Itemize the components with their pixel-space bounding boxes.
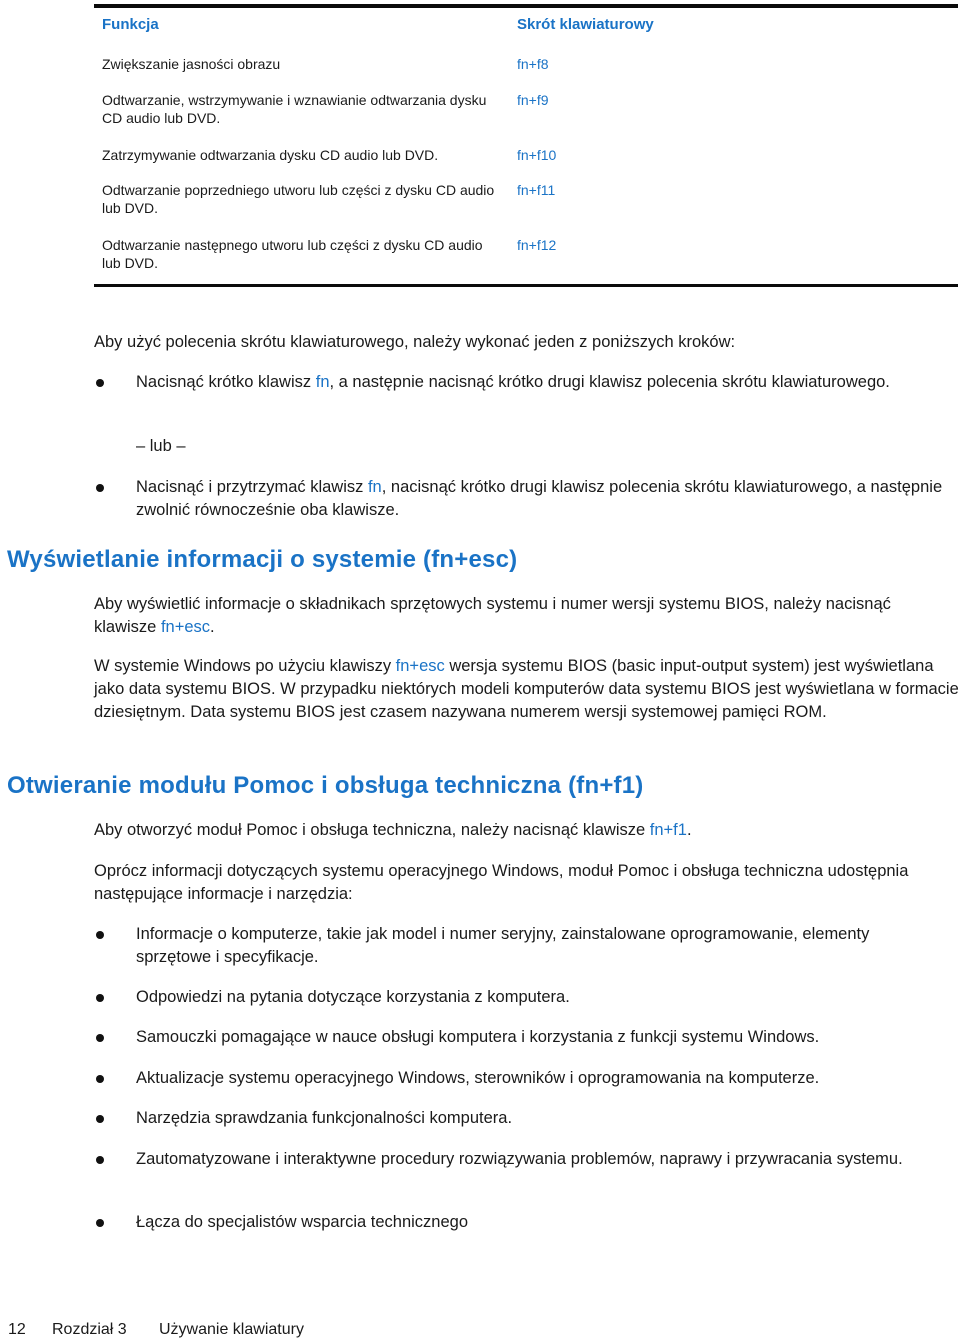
key-text: fn+esc	[160, 618, 211, 636]
list-item: Samouczki pomagające w nauce obsługi komputera i korzystania z funkcji systemu Windows.	[136, 1028, 820, 1046]
table-header-function: Funkcja	[102, 16, 159, 33]
table-row-function: Zatrzymywanie odtwarzania dysku CD audio lub DVD.	[102, 147, 439, 163]
step-item: Nacisnąć i przytrzymać klawisz fn, nacisnąć krótko drugi klawisz polecenia skrótu klawiaturowego, a następnie zwolnić równocześnie oba klawisze.	[136, 478, 943, 519]
table-row-function: Zwiększanie jasności obrazu	[102, 56, 281, 72]
bullet-icon	[96, 1219, 104, 1227]
section2-paragraph-1: Aby otworzyć moduł Pomoc i obsługa techniczna, należy nacisnąć klawisze fn+f1.	[94, 821, 692, 839]
list-item: Informacje o komputerze, takie jak model i numer seryjny, zainstalowane oprogramowanie, elementy sprzętowe i specyfikacje.	[136, 925, 870, 966]
table-top-rule	[94, 4, 958, 8]
table-row-shortcut: fn+f9	[517, 92, 549, 108]
table-row-function: Odtwarzanie poprzedniego utworu lub części z dysku CD audio lub DVD.	[102, 182, 495, 216]
table-row-shortcut: fn+f8	[517, 56, 549, 72]
bullet-icon	[96, 379, 104, 387]
section1-paragraph-2: W systemie Windows po użyciu klawiszy fn+esc wersja systemu BIOS (basic input-output system) jest wyświetlana jako data systemu BIOS. W przypadku niektórych modeli komputerów data systemu BIOS jest wyświetlana w formacie dziesiętnym. Data systemu BIOS jest czasem nazywana numerem wersji systemowej pamięci ROM.	[94, 657, 959, 721]
bullet-icon	[96, 484, 104, 492]
intro-paragraph: Aby użyć polecenia skrótu klawiaturowego, należy wykonać jeden z poniższych kroków:	[94, 333, 736, 351]
section2-paragraph-2: Oprócz informacji dotyczących systemu operacyjnego Windows, moduł Pomoc i obsługa techniczna udostępnia następujące informacje i narzędzia:	[94, 862, 909, 903]
key-text: fn+f1	[649, 821, 687, 839]
bullet-icon	[96, 1156, 104, 1164]
table-row-function: Odtwarzanie następnego utworu lub części z dysku CD audio lub DVD.	[102, 237, 483, 271]
section1-paragraph-1: Aby wyświetlić informacje o składnikach sprzętowych systemu i numer wersji systemu BIOS, należy nacisnąć klawisze fn+esc.	[94, 595, 891, 636]
list-item: Aktualizacje systemu operacyjnego Windows, sterowników i oprogramowania na komputerze.	[136, 1069, 820, 1087]
table-row-shortcut: fn+f11	[517, 182, 556, 198]
step-item: Nacisnąć krótko klawisz fn, a następnie nacisnąć krótko drugi klawisz polecenia skrótu klawiaturowego.	[136, 373, 890, 391]
table-header-shortcut: Skrót klawiaturowy	[517, 16, 654, 33]
key-text: fn	[367, 478, 382, 496]
footer-chapter: Rozdział 3	[52, 1321, 127, 1338]
table-bottom-rule	[94, 284, 958, 287]
table-row-function: Odtwarzanie, wstrzymywanie i wznawianie odtwarzania dysku CD audio lub DVD.	[102, 92, 487, 126]
or-separator: – lub –	[136, 437, 186, 455]
table-row-shortcut: fn+f10	[517, 147, 557, 163]
list-item: Odpowiedzi na pytania dotyczące korzystania z komputera.	[136, 988, 570, 1006]
list-item: Zautomatyzowane i interaktywne procedury rozwiązywania problemów, naprawy i przywracania systemu.	[136, 1150, 903, 1168]
section-heading-help-support: Otwieranie modułu Pomoc i obsługa techniczna (fn+f1)	[7, 772, 644, 799]
list-item: Narzędzia sprawdzania funkcjonalności komputera.	[136, 1109, 513, 1127]
bullet-icon	[96, 931, 104, 939]
key-text: fn+esc	[395, 657, 445, 675]
bullet-icon	[96, 1034, 104, 1042]
table-row-shortcut: fn+f12	[517, 237, 557, 253]
bullet-icon	[96, 994, 104, 1002]
section-heading-system-info: Wyświetlanie informacji o systemie (fn+esc)	[7, 546, 518, 573]
key-text: fn	[315, 373, 330, 391]
footer-chapter-title: Używanie klawiatury	[159, 1321, 304, 1338]
bullet-icon	[96, 1115, 104, 1123]
list-item: Łącza do specjalistów wsparcia technicznego	[136, 1213, 469, 1231]
bullet-icon	[96, 1075, 104, 1083]
page-number: 12	[8, 1321, 26, 1338]
